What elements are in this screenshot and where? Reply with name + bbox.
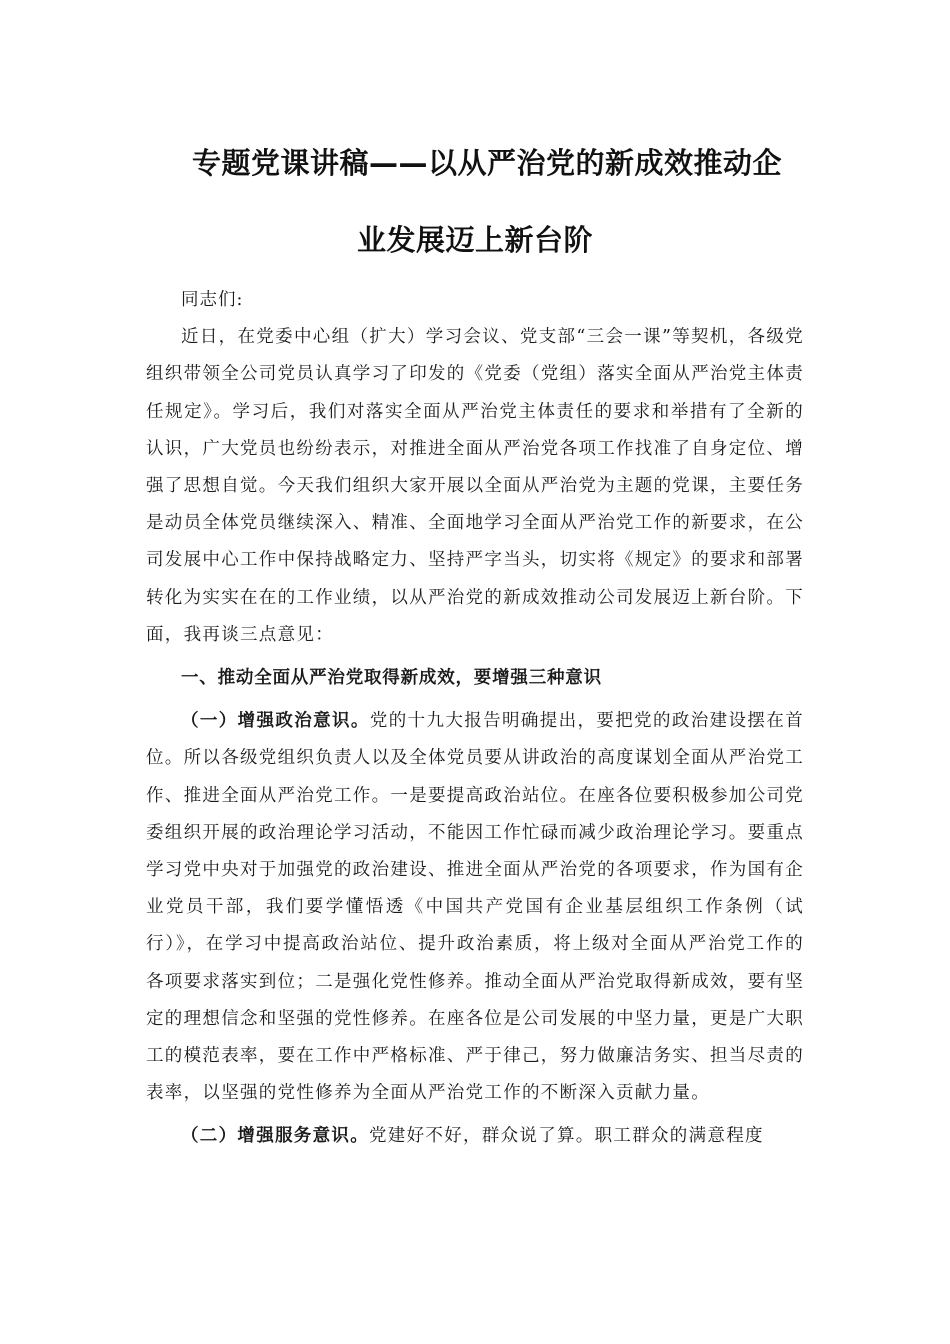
- greeting: 同志们:: [181, 290, 244, 310]
- paragraph-lead-2: （二）增强服务意识。: [181, 1126, 369, 1147]
- document-title-line-2: 业发展迈上新台阶: [356, 223, 593, 257]
- document-body: [146, 282, 804, 1156]
- section-heading-1: 一、推动全面从严治党取得新成效，要增强三种意识: [181, 668, 602, 689]
- paragraph-political-awareness: [146, 703, 804, 1112]
- paragraph-text-2: 党建好不好，群众说了算。职工群众的满意程度: [369, 1126, 764, 1147]
- paragraph-text-1: 党的十九大报告明确提出，要把党的政治建设摆在首位。所以各级党组织负责人以及全体党员要从讲政治的高度谋划全面从严治党工作、推进全面从严治党工作。一是要提高政治站位。在座各位要积极参加公司党委组织开展的政治理论学习活动，不能因工作忙碌而减少政治理论学习。要重点学习党中央对于加强党的政治建设、推进全面从严治党的各项要求，作为国有企业党员干部，我们要学懂悟透《中国共产党国有企业基层组织工作条例（试行）》，在学习中提高政治站位、提升政治素质，将上级对全面从严治党工作的各项要求落实到位；二是强化党性修养。推动全面从严治党取得新成效，要有坚定的理想信念和坚强的党性修养。在座各位是公司发展的中坚力量，更是广大职工的模范表率，要在工作中严格标准、严于律己，努力做廉洁务实、担当尽责的表率，以坚强的党性修养为全面从严治党工作的不断深入贡献力量。: [146, 711, 804, 1104]
- paragraph-service-awareness: [146, 1118, 804, 1155]
- intro-paragraph: 近日，在党委中心组（扩大）学习会议、党支部“三会一课”等契机，各级党组织带领全公司党员认真学习了印发的《党委（党组）落实全面从严治党主体责任规定》。学习后，我们对落实全面从严治党主体责任的要求和举措有了全新的认识，广大党员也纷纷表示，对推进全面从严治党各项工作找准了自身定位、增强了思想自觉。今天我们组织大家开展以全面从严治党为主题的党课，主要任务是动员全体党员继续深入、精准、全面地学习全面从严治党工作的新要求，在公司发展中心工作中保持战略定力、坚持严字当头，切实将《规定》的要求和部署转化为实实在在的工作业绩，以从严治党的新成效推动公司发展迈上新台阶。下面，我再谈三点意见：: [146, 327, 804, 645]
- paragraph-lead-1: （一）增强政治意识。: [181, 711, 370, 732]
- document-title-line-1: 专题党课讲稿——以从严治党的新成效推动企: [191, 146, 782, 180]
